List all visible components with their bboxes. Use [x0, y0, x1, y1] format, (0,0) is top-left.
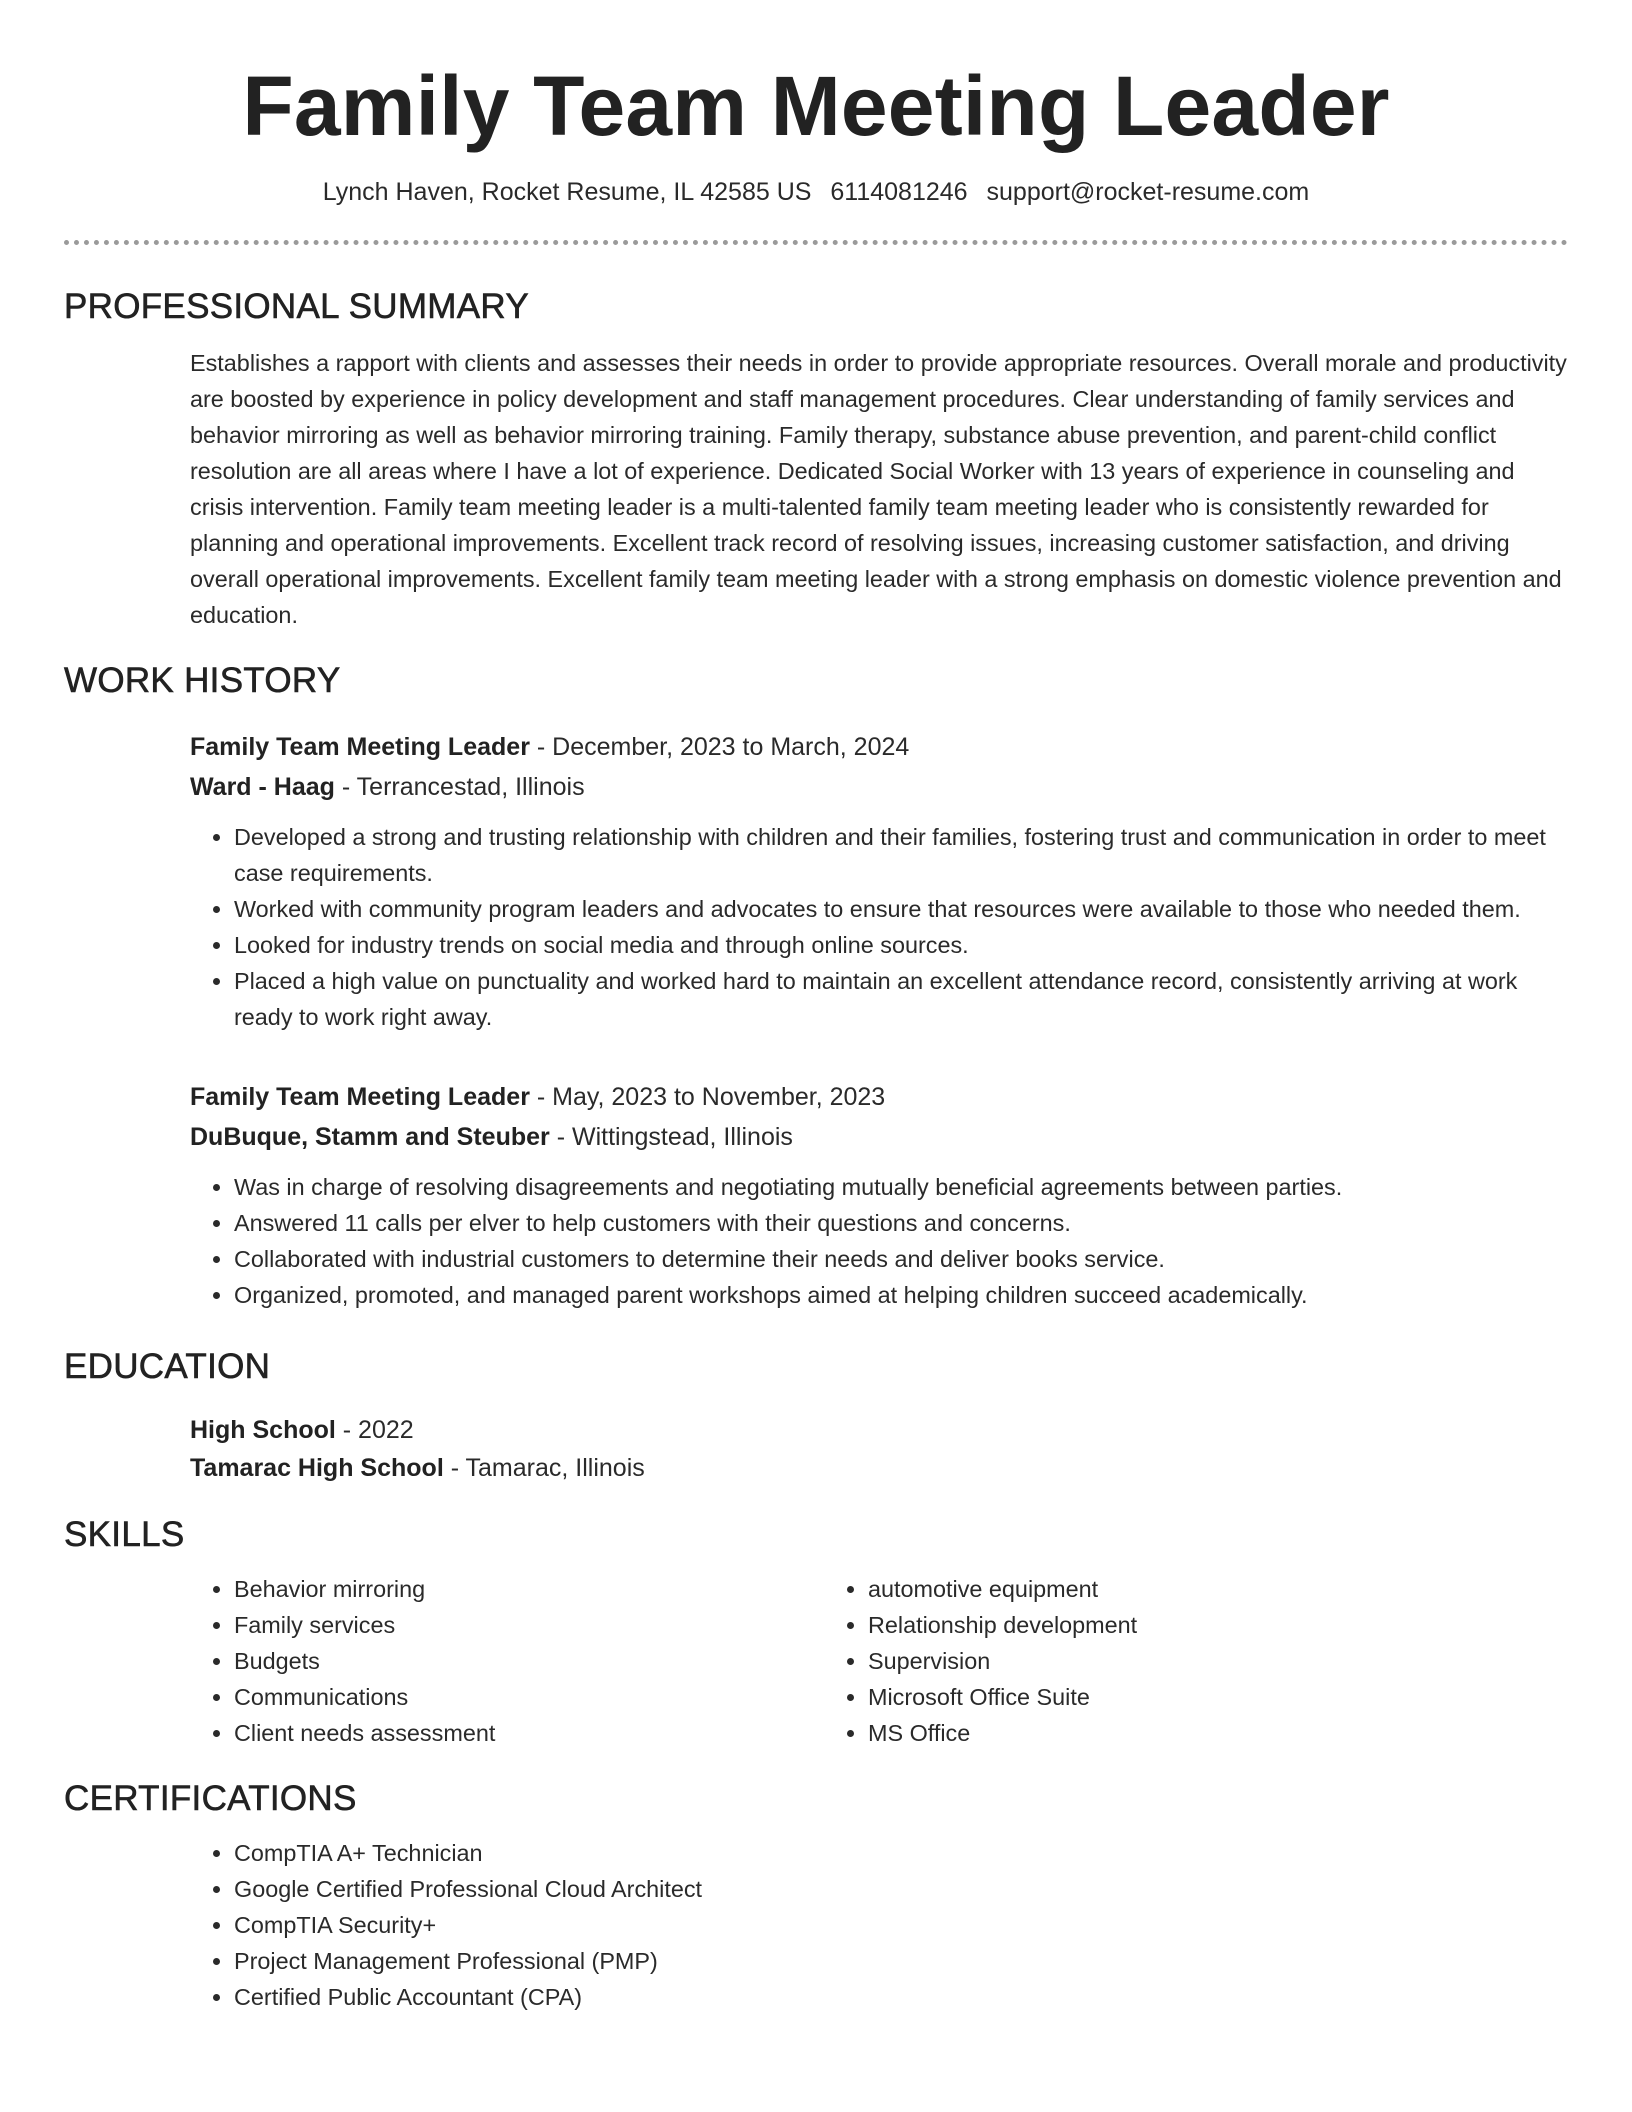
job-company: Ward - Haag — [190, 773, 335, 801]
skills-list-left — [190, 1571, 824, 1751]
education-location: - Tamarac, Illinois — [443, 1454, 645, 1482]
skill-item: • Behavior mirroring — [234, 1571, 824, 1607]
skill-item: • Communications — [234, 1679, 824, 1715]
education-degree-line — [190, 1411, 1568, 1449]
certification-item: • Project Management Professional (PMP) — [234, 1943, 1568, 1979]
job-location: - Wittingstead, Illinois — [549, 1123, 793, 1151]
job-role: Family Team Meeting Leader — [190, 733, 530, 761]
skills-columns — [190, 1571, 1568, 1751]
job-bullet: • Was in charge of resolving disagreements and negotiating mutually beneficial agreements between parties. — [234, 1169, 1568, 1205]
job-dates: - December, 2023 to March, 2024 — [529, 733, 910, 761]
certifications-section — [190, 1835, 1568, 2015]
job-title-line — [190, 727, 1568, 767]
job-bullets — [190, 1169, 1568, 1313]
job-entry — [190, 727, 1568, 1035]
education-school-line — [190, 1449, 1568, 1487]
job-dates: - May, 2023 to November, 2023 — [529, 1083, 886, 1111]
skill-item: • automotive equipment — [868, 1571, 1458, 1607]
contact-phone: 6114081246 — [830, 178, 968, 206]
job-entry — [190, 1077, 1568, 1313]
education-heading: EDUCATION — [64, 1347, 271, 1386]
skills-section — [190, 1571, 1568, 1751]
summary-heading: PROFESSIONAL SUMMARY — [64, 287, 529, 326]
work-history-heading: WORK HISTORY — [64, 661, 341, 700]
skills-heading: SKILLS — [64, 1515, 185, 1554]
skill-item: • Relationship development — [868, 1607, 1458, 1643]
job-company: DuBuque, Stamm and Steuber — [190, 1123, 550, 1151]
job-role: Family Team Meeting Leader — [190, 1083, 530, 1111]
skill-item: • Family services — [234, 1607, 824, 1643]
job-bullet: • Looked for industry trends on social media and through online sources. — [234, 927, 1568, 963]
job-title-line — [190, 1077, 1568, 1117]
job-bullet: • Organized, promoted, and managed parent workshops aimed at helping children succeed academically. — [234, 1277, 1568, 1313]
work-history-section — [190, 727, 1568, 1313]
job-bullet: • Collaborated with industrial customers to determine their needs and deliver books service. — [234, 1241, 1568, 1277]
candidate-name: Family Team Meeting Leader — [242, 59, 1390, 153]
certification-item: • CompTIA A+ Technician — [234, 1835, 1568, 1871]
education-section — [190, 1411, 1568, 1487]
job-company-line — [190, 767, 1568, 807]
job-bullet: • Worked with community program leaders and advocates to ensure that resources were available to those who needed them. — [234, 891, 1568, 927]
contact-address: Lynch Haven, Rocket Resume, IL 42585 US — [322, 178, 812, 206]
skill-item: • Budgets — [234, 1643, 824, 1679]
summary-text: Establishes a rapport with clients and assesses their needs in order to provide appropriate resources. Overall morale and productivity are boosted by experience in policy development and staff management procedures. Clear understanding of family services and behavior mirroring as well as behavior mirroring training. Family therapy, substance abuse prevention, and parent-child conflict resolution are all areas where I have a lot of experience. Dedicated Social Worker with 13 years of experience in counseling and crisis intervention. Family team meeting leader is a multi-talented family team meeting leader who is consistently rewarded for planning and operational improvements. Excellent track record of resolving issues, increasing customer satisfaction, and driving overall operational improvements. Excellent family team meeting leader with a strong emphasis on domestic violence prevention and education. — [190, 350, 1567, 628]
job-bullets — [190, 819, 1568, 1035]
summary-section — [190, 345, 1568, 633]
certification-item: • Google Certified Professional Cloud Architect — [234, 1871, 1568, 1907]
certifications-heading: CERTIFICATIONS — [64, 1779, 357, 1818]
skill-item: • MS Office — [868, 1715, 1458, 1751]
job-bullet: • Developed a strong and trusting relationship with children and their families, fostering trust and communication in order to meet case requirements. — [234, 819, 1568, 891]
education-school: Tamarac High School — [190, 1454, 444, 1482]
job-bullet: • Placed a high value on punctuality and worked hard to maintain an excellent attendance record, consistently arriving at work ready to work right away. — [234, 963, 1568, 1035]
skill-item: • Client needs assessment — [234, 1715, 824, 1751]
header-divider — [64, 240, 1568, 245]
skill-item: • Microsoft Office Suite — [868, 1679, 1458, 1715]
certification-item: • CompTIA Security+ — [234, 1907, 1568, 1943]
job-location: - Terrancestad, Illinois — [334, 773, 585, 801]
contact-line — [64, 176, 1568, 208]
skills-list-right — [824, 1571, 1458, 1751]
job-company-line — [190, 1117, 1568, 1157]
job-bullet: • Answered 11 calls per elver to help customers with their questions and concerns. — [234, 1205, 1568, 1241]
certification-item: • Certified Public Accountant (CPA) — [234, 1979, 1568, 2015]
contact-email: support@rocket-resume.com — [986, 178, 1310, 206]
education-degree: High School — [190, 1416, 336, 1444]
certifications-list — [190, 1835, 1568, 2015]
skill-item: • Supervision — [868, 1643, 1458, 1679]
education-year: - 2022 — [335, 1416, 414, 1444]
